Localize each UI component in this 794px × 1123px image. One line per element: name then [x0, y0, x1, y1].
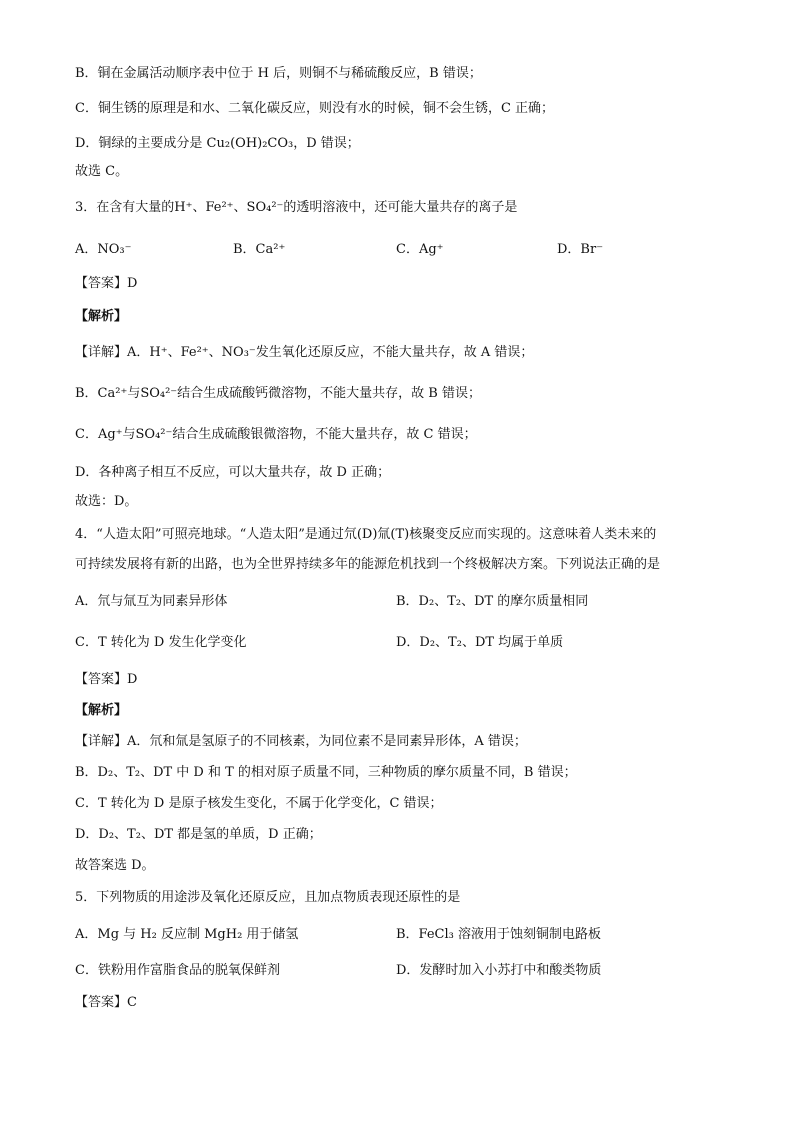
q4-analysis-label: 【解析】 [75, 703, 128, 718]
q5-option-a: A．Mg 与 H₂ 反应制 MgH₂ 用于储氢 [75, 927, 299, 942]
q3-detail-a: 【详解】A．H⁺、Fe²⁺、NO₃⁻发生氧化还原反应，不能大量共存，故 A 错误； [75, 345, 534, 360]
prev-solution-d: D．铜绿的主要成分是 Cu₂(OH)₂CO₃，D 错误； [75, 136, 360, 151]
q5-stem: 5．下列物质的用途涉及氧化还原反应，且加点物质表现还原性的是 [75, 890, 461, 905]
q3-analysis-label: 【解析】 [75, 309, 128, 324]
q4-option-a: A．氘与氚互为同素异形体 [75, 594, 228, 609]
q3-detail-c: C．Ag⁺与SO₄²⁻结合生成硫酸银微溶物，不能大量共存，故 C 错误； [75, 427, 477, 442]
q3-option-b: B．Ca²⁺ [233, 242, 286, 257]
q5-answer: 【答案】C [75, 995, 137, 1010]
q3-option-a: A．NO₃⁻ [75, 242, 132, 257]
q4-detail-c: C．T 转化为 D 是原子核发生变化，不属于化学变化，C 错误； [75, 796, 443, 811]
q4-detail-d: D．D₂、T₂、DT 都是氢的单质，D 正确； [75, 827, 322, 842]
prev-conclusion: 故选 C。 [75, 164, 129, 179]
q4-detail-b: B．D₂、T₂、DT 中 D 和 T 的相对原子质量不同，三种物质的摩尔质量不同，B 错误； [75, 765, 577, 780]
q4-answer: 【答案】D [75, 672, 138, 687]
q3-option-c: C．Ag⁺ [396, 242, 444, 257]
q4-stem-line1: 4．“人造太阳”可照亮地球。“人造太阳”是通过氘(D)氚(T)核聚变反应而实现的。这意味着人类未来的 [75, 527, 657, 542]
q5-option-b: B．FeCl₃ 溶液用于蚀刻铜制电路板 [396, 927, 602, 942]
q3-answer: 【答案】D [75, 276, 138, 291]
q3-option-d: D．Br⁻ [557, 242, 604, 257]
q4-option-d: D．D₂、T₂、DT 均属于单质 [396, 635, 564, 650]
q5-option-c: C．铁粉用作富脂食品的脱氧保鲜剂 [75, 963, 280, 978]
q3-conclusion: 故选：D。 [75, 494, 138, 509]
q4-stem-line2: 可持续发展将有新的出路，也为全世界持续多年的能源危机找到一个终极解决方案。下列说法正确的是 [75, 557, 661, 572]
q4-option-c: C．T 转化为 D 发生化学变化 [75, 635, 247, 650]
q4-detail-a: 【详解】A．氘和氚是氢原子的不同核素，为同位素不是同素异形体，A 错误； [75, 734, 527, 749]
q3-detail-b: B．Ca²⁺与SO₄²⁻结合生成硫酸钙微溶物，不能大量共存，故 B 错误； [75, 386, 481, 401]
q4-conclusion: 故答案选 D。 [75, 858, 155, 873]
q4-option-b: B．D₂、T₂、DT 的摩尔质量相同 [396, 594, 589, 609]
q3-stem: 3．在含有大量的H⁺、Fe²⁺、SO₄²⁻的透明溶液中，还可能大量共存的离子是 [75, 200, 518, 215]
prev-solution-b: B．铜在金属活动顺序表中位于 H 后，则铜不与稀硫酸反应，B 错误； [75, 66, 482, 81]
prev-solution-c: C．铜生锈的原理是和水、二氧化碳反应，则没有水的时候，铜不会生锈，C 正确； [75, 101, 555, 116]
q5-option-d: D．发酵时加入小苏打中和酸类物质 [396, 963, 602, 978]
q3-detail-d: D．各种离子相互不反应，可以大量共存，故 D 正确； [75, 465, 391, 480]
